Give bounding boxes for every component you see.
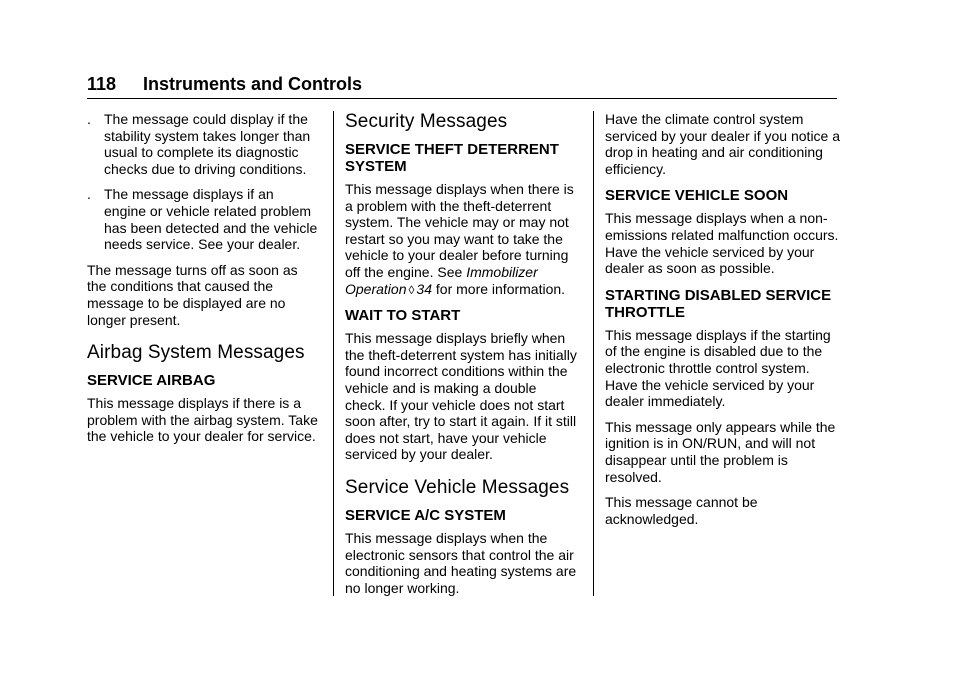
column-divider-2 <box>593 111 594 596</box>
paragraph: This message displays when the electronic sensors that control the air conditioning and heating systems are no longer working. <box>345 529 577 596</box>
subheading-service-vehicle-soon: SERVICE VEHICLE SOON <box>605 187 789 205</box>
paragraph: This message displays if the starting of the engine is disabled due to the electronic throttle control system. Have the vehicle serviced by your dealer immediately. <box>605 326 831 410</box>
paragraph: This message only appears while the ignition is in ON/RUN, and will not disappear until the problem is resolved. <box>605 418 836 485</box>
subheading-service-ac-system: SERVICE A/C SYSTEM <box>345 506 506 524</box>
page-number: 118 <box>87 74 117 94</box>
bullet-text: The message could display if the stability system takes longer than usual to complete its diagnostic checks due to driving conditions. <box>104 111 311 177</box>
bullet-marker: . <box>87 111 91 127</box>
paragraph-theft <box>345 181 580 298</box>
subheading-service-theft-deterrent: SERVICE THEFT DETERRENT SYSTEM <box>345 141 559 175</box>
heading-security-messages: Security Messages <box>345 111 508 132</box>
column-1 <box>87 111 319 454</box>
column-3 <box>605 111 845 536</box>
bullet-marker: . <box>87 186 91 203</box>
list-item <box>87 186 319 252</box>
column-2 <box>345 111 580 605</box>
header-rule <box>87 98 837 99</box>
subheading-starting-disabled: STARTING DISABLED SERVICE THROTTLE <box>605 286 832 321</box>
paragraph: The message turns off as soon as the conditions that caused the message to be displayed are no longer present. <box>87 261 298 328</box>
column-divider-1 <box>333 111 334 596</box>
paragraph: This message displays if there is a problem with the airbag system. Take the vehicle to your dealer for service. <box>87 395 318 445</box>
paragraph-text: for more information. <box>432 280 566 297</box>
subheading-service-airbag: SERVICE AIRBAG <box>87 372 216 390</box>
paragraph: Have the climate control system serviced by your dealer if you notice a drop in heating and air conditioning efficiency. <box>605 111 841 177</box>
list-item <box>87 111 319 177</box>
heading-service-vehicle-messages: Service Vehicle Messages <box>345 476 570 498</box>
heading-airbag-system-messages: Airbag System Messages <box>87 342 305 364</box>
subheading-wait-to-start: WAIT TO START <box>345 307 461 325</box>
paragraph: This message cannot be acknowledged. <box>605 494 758 527</box>
cross-reference-link[interactable]: Immobilizer Operation <box>345 263 538 297</box>
bullet-text: The message displays if an engine or vehicle related problem has been detected and the vehicle needs service. See your dealer. <box>104 186 318 253</box>
section-title: Instruments and Controls <box>143 74 363 94</box>
paragraph: This message displays when a non-emissions related malfunction occurs. Have the vehicle serviced by your dealer as soon as possible. <box>605 210 839 277</box>
cross-reference-page[interactable]: 34 <box>416 280 432 297</box>
page-header <box>87 70 837 102</box>
page-reference-icon: ◊ <box>408 282 415 297</box>
paragraph-text: This message displays when there is a problem with the theft-deterrent system. The vehicle may or may not restart so you may want to take the vehicle to your dealer before turning off the engine. See <box>345 181 574 280</box>
paragraph: This message displays briefly when the theft-deterrent system has initially found incorrect conditions within the vehicle and is making a double check. If your vehicle does not start soon after, try to start it again. If it still does not start, have your vehicle serviced by your dealer. <box>345 330 577 463</box>
